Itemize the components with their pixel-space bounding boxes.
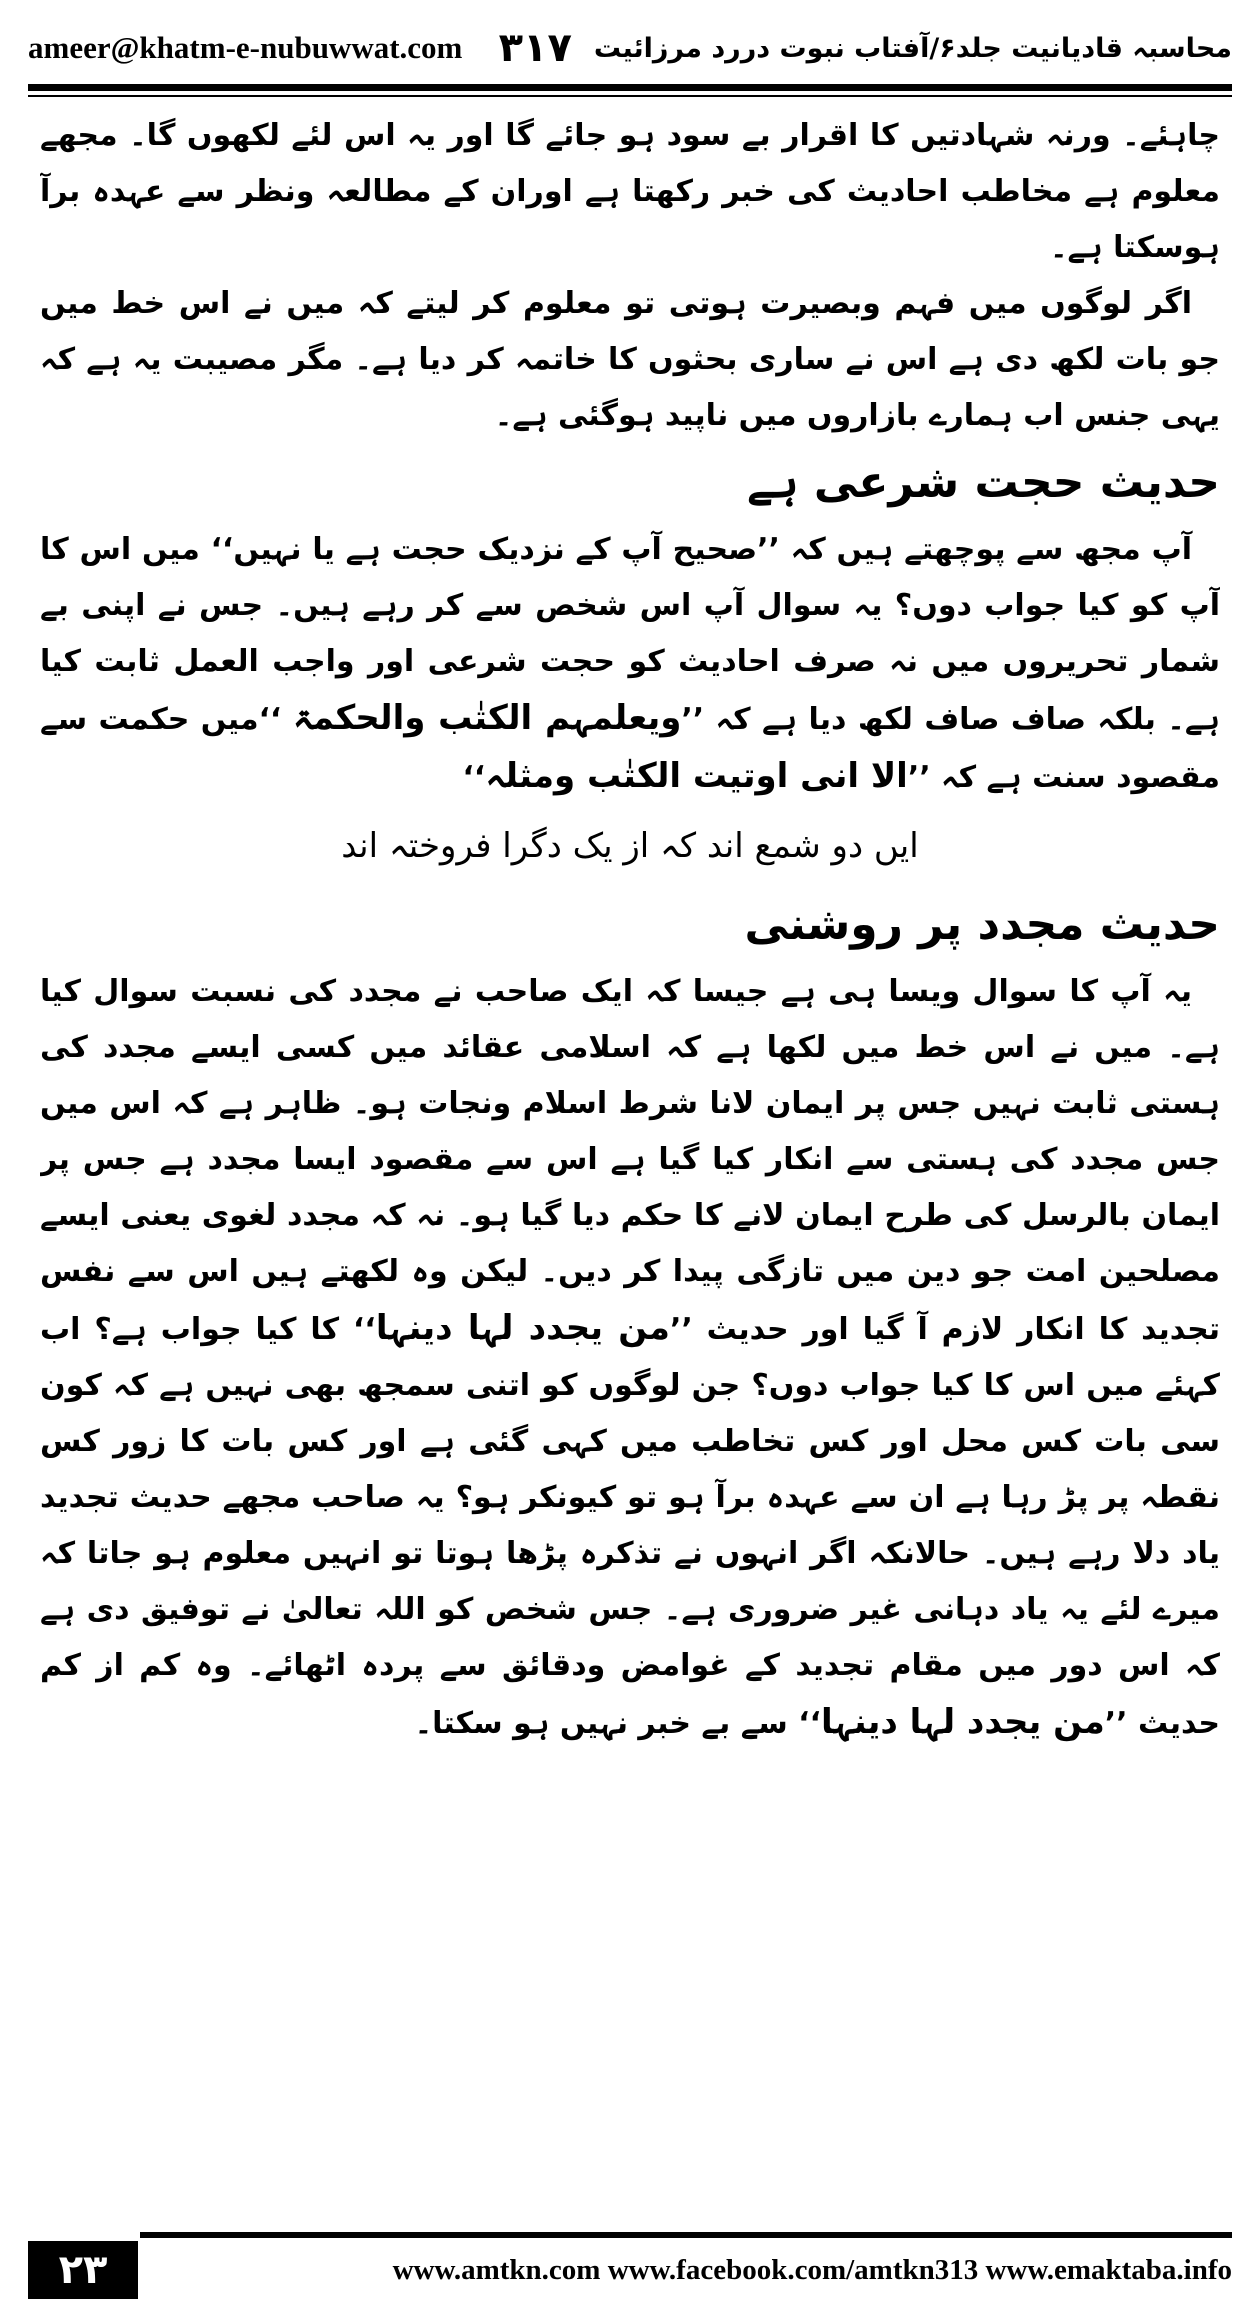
header-rule-thin (28, 95, 1232, 97)
footer-rule (140, 2232, 1232, 2238)
section-2-part-3: ‘‘ سے بے خبر نہیں ہو سکتا۔ (414, 1706, 822, 1741)
arabic-quote-4: من یجدد لہا دینہا (821, 1702, 1105, 1742)
persian-verse: ایں دو شمع اند کہ از یک دگرا فروختہ اند (341, 826, 919, 866)
section-1-paragraph (40, 522, 1220, 806)
section-2-part-2: ‘‘ کا کیا جواب ہے؟ اب کہئے میں اس کا کیا جواب دوں؟ جن لوگوں کو اتنی سمجھ بھی نہیں ہے کہ کون سی بات کس محل اور کس تخاطب میں کہی گئی ہے اور کس بات کا زور کس نقطہ پر پڑ رہا ہے ان سے عہدہ برآ ہو تو کیونکر ہو؟ یہ صاحب مجھے حدیث تجدید یاد دلا رہے ہیں۔ حالانکہ اگر انہوں نے تذکرہ پڑھا ہوتا تو انہیں معلوم ہو جاتا کہ میرے لئے یہ یاد دہانی غیر ضروری ہے۔ جس شخص کو اللہ تعالیٰ نے توفیق دی ہے کہ اس دور میں مقام تجدید کے غوامض ودقائق سے پردہ اٹھائے۔ وہ کم از کم حدیث ’’ (40, 1312, 1220, 1741)
section-1-text: آپ مجھ سے پوچھتے ہیں کہ ’’صحیح آپ کے نزدیک حجت ہے یا نہیں‘‘ میں اس کا آپ کو کیا جواب دوں؟ یہ سوال آپ اس شخص سے کر رہے ہیں۔ جس نے اپنی بے شمار تحریروں میں نہ صرف احادیث کو حجت شرعی اور واجب العمل ثابت کیا ہے۔ بلکہ صاف صاف لکھ دیا ہے کہ ’’ (40, 532, 1220, 737)
section-1-end: ‘‘ (462, 760, 486, 795)
section-2-paragraph (40, 964, 1220, 1752)
section-heading-2: حدیث مجدد پر روشنی (744, 899, 1220, 950)
header-rule (28, 84, 1232, 91)
arabic-quote-1: ویعلمہم الکتٰب والحکمۃ (292, 698, 682, 738)
header-email: ameer@khatm-e-nubuwwat.com (28, 30, 463, 65)
section-2-part-1: یہ آپ کا سوال ویسا ہی ہے جیسا کہ ایک صاحب نے مجدد کی نسبت سوال کیا ہے۔ میں نے اس خط میں لکھا ہے کہ اسلامی عقائد میں کسی ایسے مجدد کی ہستی ثابت نہیں جس پر ایمان لانا شرط اسلام ونجات ہو۔ ظاہر ہے کہ اس میں جس مجدد کی ہستی سے انکار کیا گیا ہے اس سے مقصود ایسا مجدد ہے جس پر ایمان بالرسل کی طرح ایمان لانے کا حکم دیا گیا ہو۔ نہ کہ مجدد لغوی یعنی ایسے مصلحین امت جو دین میں تازگی پیدا کر دیں۔ لیکن وہ لکھتے ہیں اس سے نفس تجدید کا انکار لازم آ گیا اور حدیث ’’ (40, 974, 1220, 1347)
arabic-quote-2: الا انی اوتیت الکتٰب ومثلہ (485, 756, 908, 796)
paragraph-2: اگر لوگوں میں فہم وبصیرت ہوتی تو معلوم کر لیتے کہ میں نے اس خط میں جو بات لکھ دی ہے اس نے ساری بحثوں کا خاتمہ کر دیا ہے۔ مگر مصیبت یہ ہے کہ یہی جنس اب ہمارے بازاروں میں ناپید ہوگئی ہے۔ (40, 286, 1220, 433)
footer-page-number: ۲۳ (28, 2241, 138, 2299)
arabic-quote-3: من یجدد لہا دینہا (375, 1308, 670, 1348)
header-page-number: ۳۱۷ (498, 25, 572, 71)
header-running-title: محاسبہ قادیانیت جلد۶/آفتاب نبوت دررد مرزائیت (593, 32, 1232, 64)
section-heading-1: حدیث حجت شرعی ہے (747, 457, 1220, 508)
page-header (28, 18, 1232, 78)
page-footer (28, 2240, 1232, 2300)
paragraph-1: چاہئے۔ ورنہ شہادتیں کا اقرار بے سود ہو جائے گا اور یہ اس لئے لکھوں گا۔ مجھے معلوم ہے مخاطب احادیث کی خبر رکھتا ہے اوران کے مطالعہ ونظر سے عہدہ برآ ہوسکتا ہے۔ (40, 118, 1220, 265)
header-right (499, 25, 1232, 71)
page-body (40, 108, 1220, 2183)
section-1-middle: ‘‘میں حکمت سے مقصود سنت ہے کہ ’’ (40, 702, 1220, 795)
footer-links: www.amtkn.com www.facebook.com/amtkn313 www.emaktaba.info (392, 2253, 1232, 2286)
